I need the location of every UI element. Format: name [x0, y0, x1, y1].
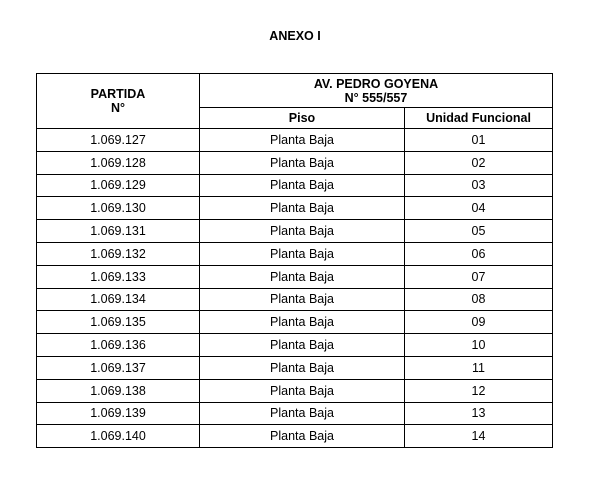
partida-cell: 1.069.140 — [37, 425, 200, 448]
piso-cell: Planta Baja — [200, 288, 405, 311]
partida-cell: 1.069.133 — [37, 265, 200, 288]
unidad-funcional-cell: 13 — [405, 402, 553, 425]
unidad-funcional-cell: 03 — [405, 174, 553, 197]
unidad-funcional-header: Unidad Funcional — [405, 108, 553, 129]
partida-cell: 1.069.135 — [37, 311, 200, 334]
partida-cell: 1.069.137 — [37, 356, 200, 379]
table-body — [37, 129, 553, 448]
table-row — [37, 197, 553, 220]
piso-cell: Planta Baja — [200, 334, 405, 357]
piso-cell: Planta Baja — [200, 242, 405, 265]
partida-cell: 1.069.128 — [37, 151, 200, 174]
piso-cell: Planta Baja — [200, 220, 405, 243]
partida-header — [37, 74, 200, 129]
partida-cell: 1.069.129 — [37, 174, 200, 197]
address-header — [200, 74, 553, 108]
piso-cell: Planta Baja — [200, 356, 405, 379]
table-row — [37, 402, 553, 425]
annex-table — [36, 73, 553, 448]
piso-header: Piso — [200, 108, 405, 129]
document-title: ANEXO I — [269, 29, 321, 43]
address-number: N° 555/557 — [344, 90, 408, 105]
piso-cell: Planta Baja — [200, 425, 405, 448]
table-row — [37, 242, 553, 265]
unidad-funcional-cell: 11 — [405, 356, 553, 379]
table-row — [37, 174, 553, 197]
partida-cell: 1.069.139 — [37, 402, 200, 425]
unidad-funcional-cell: 06 — [405, 242, 553, 265]
unidad-funcional-cell: 07 — [405, 265, 553, 288]
table-row — [37, 334, 553, 357]
unidad-funcional-cell: 08 — [405, 288, 553, 311]
unidad-funcional-cell: 01 — [405, 129, 553, 152]
table-header-row — [37, 74, 553, 108]
unidad-funcional-cell: 14 — [405, 425, 553, 448]
table-row — [37, 265, 553, 288]
piso-cell: Planta Baja — [200, 174, 405, 197]
piso-cell: Planta Baja — [200, 129, 405, 152]
piso-cell: Planta Baja — [200, 265, 405, 288]
table-row — [37, 129, 553, 152]
partida-cell: 1.069.132 — [37, 242, 200, 265]
partida-cell: 1.069.131 — [37, 220, 200, 243]
piso-cell: Planta Baja — [200, 311, 405, 334]
partida-cell: 1.069.138 — [37, 379, 200, 402]
address-street: AV. PEDRO GOYENA — [313, 76, 439, 91]
partida-cell: 1.069.134 — [37, 288, 200, 311]
partida-cell: 1.069.127 — [37, 129, 200, 152]
unidad-funcional-cell: 12 — [405, 379, 553, 402]
unidad-funcional-cell: 10 — [405, 334, 553, 357]
piso-cell: Planta Baja — [200, 151, 405, 174]
table-row — [37, 311, 553, 334]
partida-cell: 1.069.136 — [37, 334, 200, 357]
unidad-funcional-cell: 09 — [405, 311, 553, 334]
table-row — [37, 288, 553, 311]
table-row — [37, 356, 553, 379]
table-row — [37, 220, 553, 243]
partida-cell: 1.069.130 — [37, 197, 200, 220]
piso-cell: Planta Baja — [200, 379, 405, 402]
partida-header-number: N° — [110, 101, 126, 115]
table-row — [37, 151, 553, 174]
unidad-funcional-cell: 04 — [405, 197, 553, 220]
unidad-funcional-cell: 02 — [405, 151, 553, 174]
piso-cell: Planta Baja — [200, 197, 405, 220]
table-row — [37, 379, 553, 402]
partida-header-label: PARTIDA — [90, 87, 146, 101]
piso-cell: Planta Baja — [200, 402, 405, 425]
table-row — [37, 425, 553, 448]
unidad-funcional-cell: 05 — [405, 220, 553, 243]
